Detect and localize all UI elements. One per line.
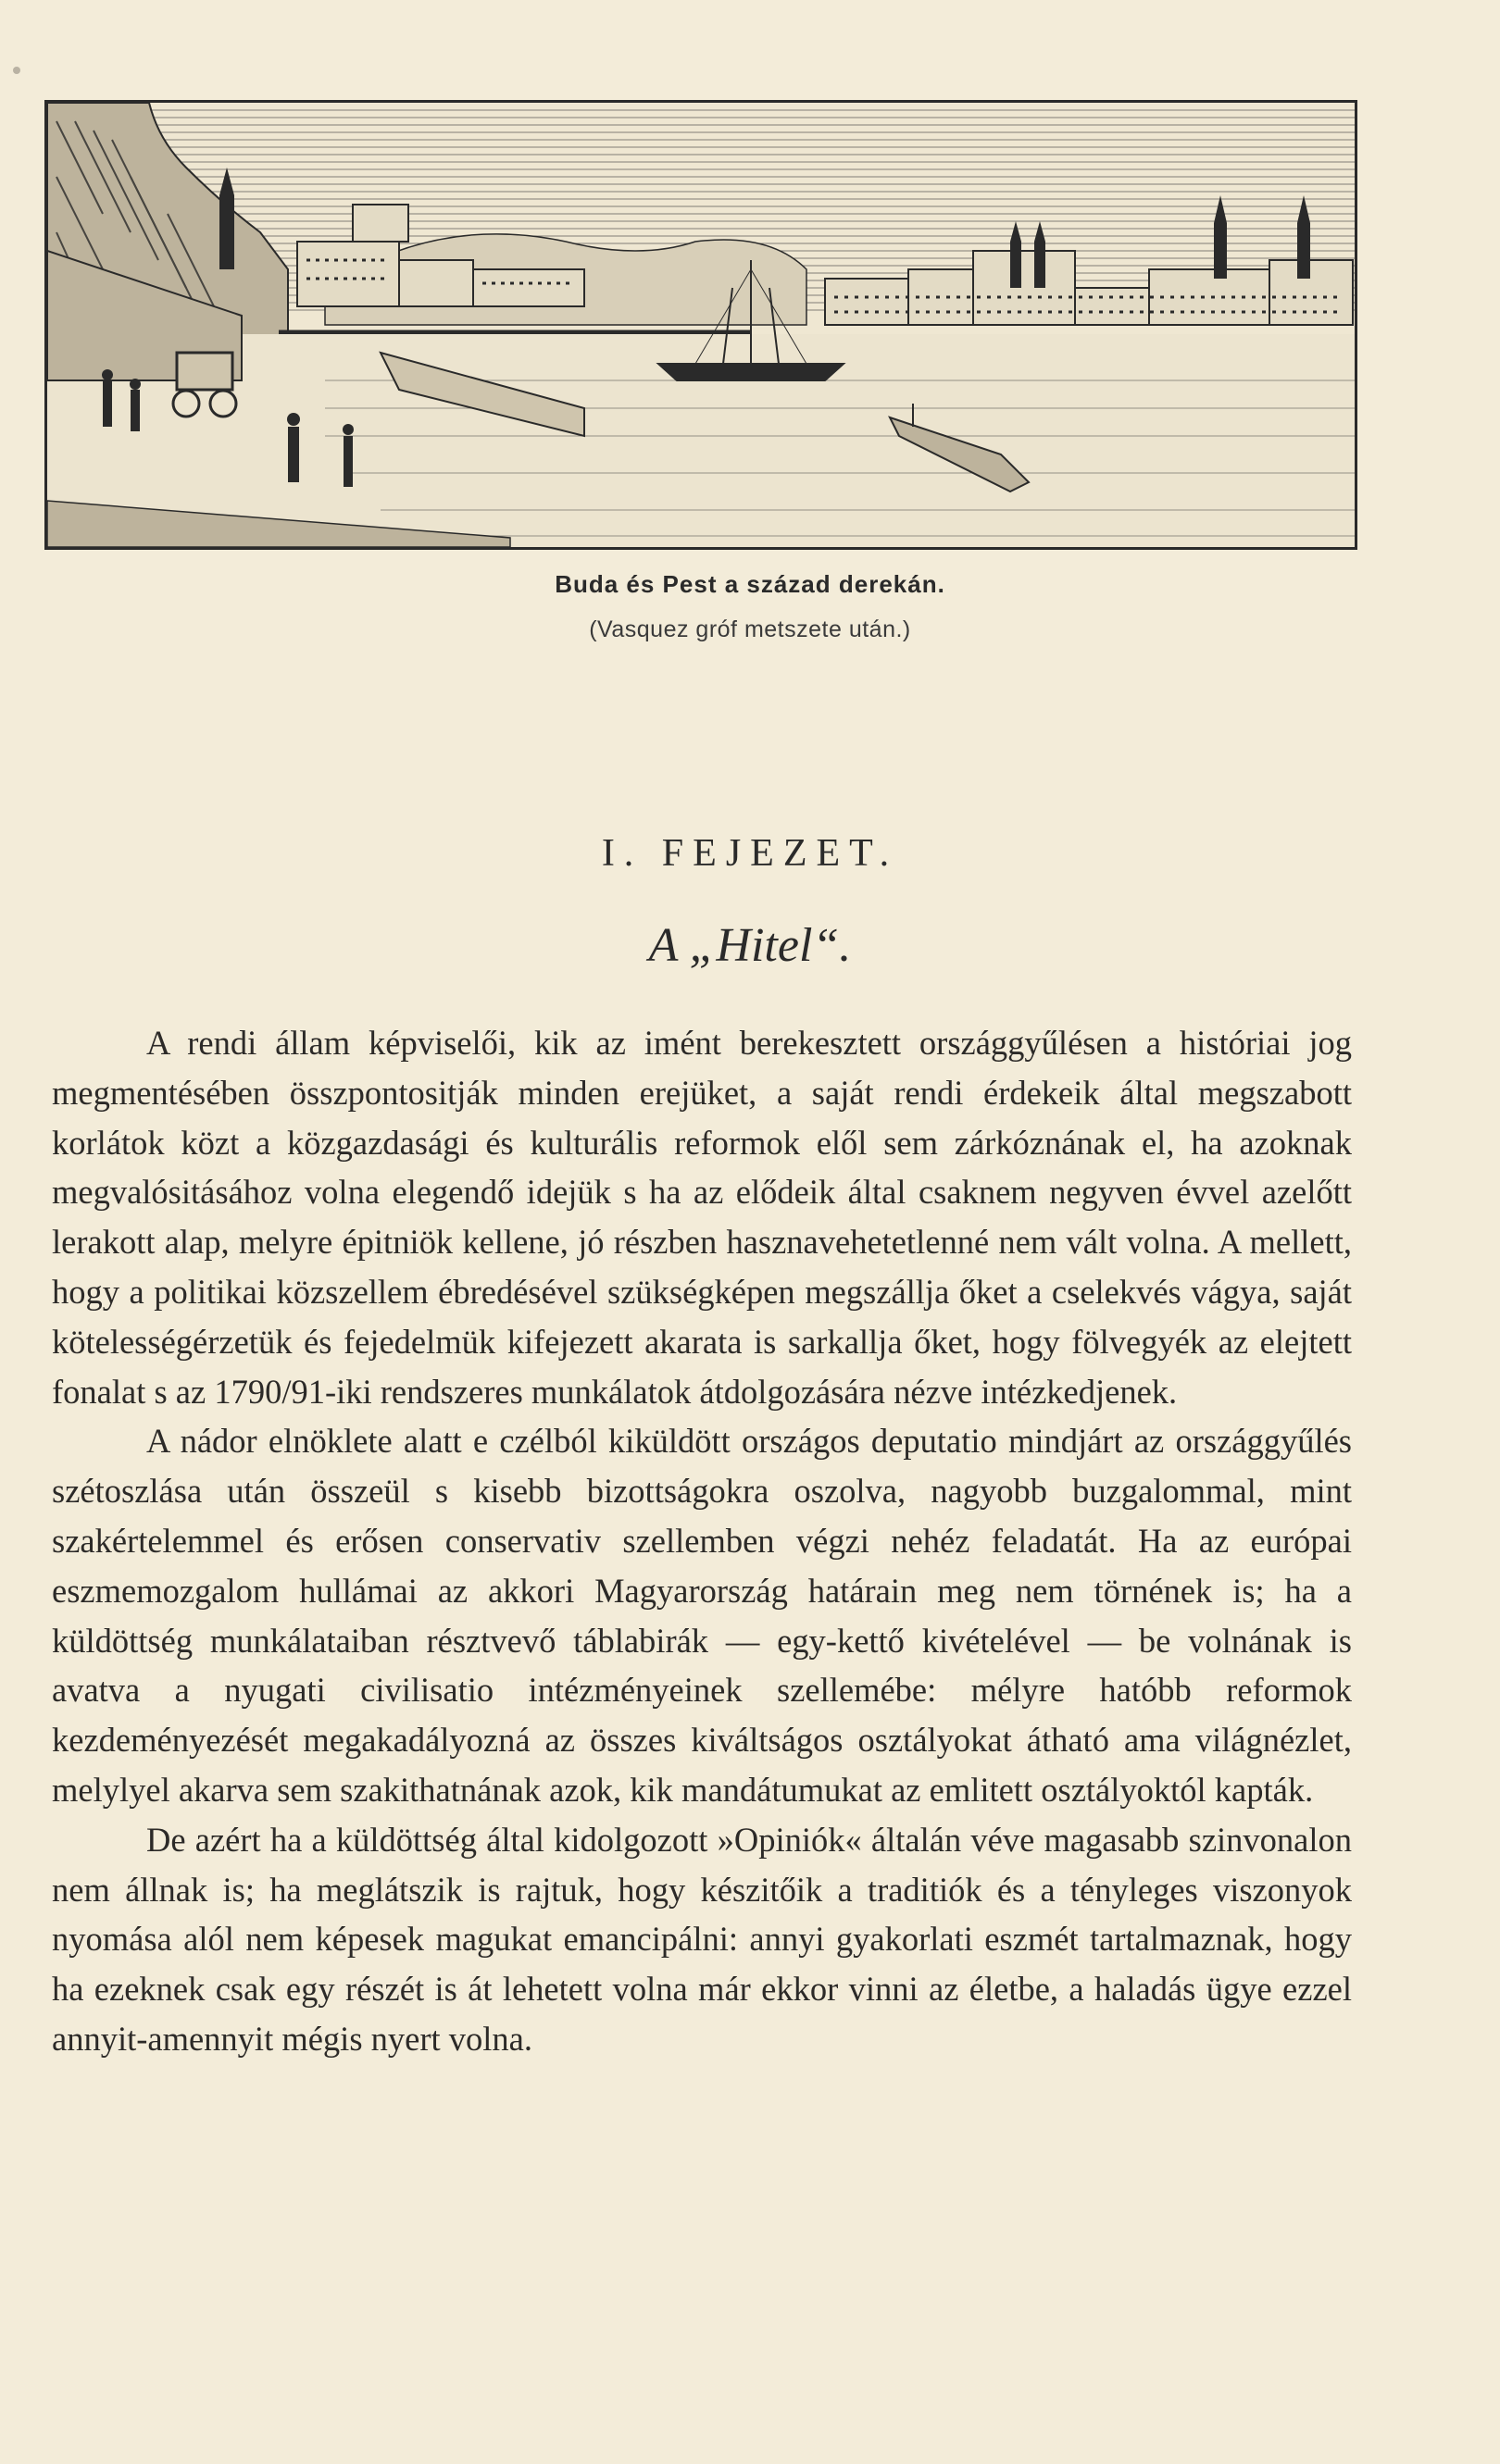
church-tower-left (219, 168, 234, 269)
chapter-number: I. FEJEZET. (601, 832, 899, 875)
engraving-illustration (44, 100, 1357, 550)
river-view-engraving (47, 103, 1355, 547)
illustration-caption-credit: (Vasquez gróf metszete után.) (589, 616, 911, 642)
chapter-title: A „Hitel“. (648, 919, 852, 972)
paper-speck (13, 67, 20, 74)
chapter-body (52, 1018, 1352, 2064)
pest-skyline (825, 251, 1353, 325)
paragraph-1: A rendi állam képviselői, kik az imént berekesztett országgyűlésen a históriai jog megmentésében összpontositják minden erejüket, a saját rendi érdekeik által megszabott korlátok közt a közgazdasági és kulturális reformok elől sem zárkóznának el, ha azoknak megvalósitásához volna elegendő idejük s ha az elődeik által csaknem negyven évvel azelőtt lerakott alap, melyre épitniök kellene, jó részben hasznavehetetlenné nem vált volna. A mellett, hogy a politikai közszellem ébredésével szükségképen megszállja őket a cselekvés vágya, saját kötelességérzetük és fejedelmük kifejezett akarata is sarkallja őket, hogy fölvegyék az elejtett fonalat s az 1790/91-iki rendszeres munkálatok átdolgozására nézve intézkedjenek. (52, 1024, 1352, 1411)
illustration-caption-title: Buda és Pest a század derekán. (555, 570, 945, 598)
paragraph-3: De azért ha a küldöttség által kidolgozott »Opiniók« általán véve magasabb szinvonalon nem állnak is; ha meglátszik is rajtuk, hogy készitőik a traditiók és a tényleges viszonyok nyomása alól nem képesek magukat emancipálni: annyi gyakorlati eszmét tartalmaznak, hogy ha ezeknek csak egy részét is át lehetett volna már ekkor vinni az életbe, a haladás ügye ezzel annyit-amennyit mégis nyert volna. (52, 1820, 1352, 2058)
paragraph-2: A nádor elnöklete alatt e czélból kiküldött országos deputatio mindjárt az országgyűlés szétoszlása után összeül s kisebb bizottságokra oszolva, nagyobb buzgalommal, mint szakértelemmel és erősen conservativ szellemben végzi nehéz feladatát. Ha az európai eszmemozgalom hullámai az akkori Magyarország határain meg nem törnének is; ha a küldöttség munkálataiban résztvevő táblabirák — egy-kettő kivételével — be volnának is avatva a nyugati civilisatio intézményeinek szellemébe: mélyre hatóbb reformok kezdeményezését megakadályozná az összes kiváltságos osztályokat átható ama világnézlet, melylyel akarva sem szakithatnának azok, kik mandátumukat az emlitett osztályoktól kapták. (52, 1422, 1352, 1809)
